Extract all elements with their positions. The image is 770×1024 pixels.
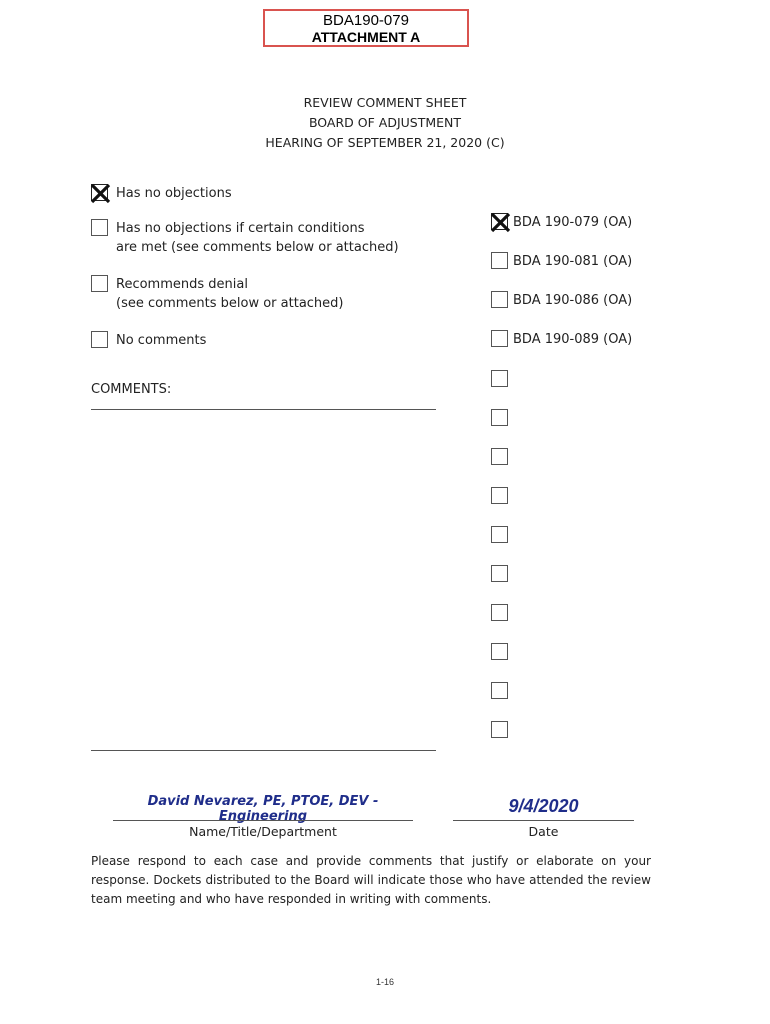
attachment-stamp <box>263 9 469 47</box>
date-rule <box>453 820 634 821</box>
option-label-denial-line1: Recommends denial <box>116 277 248 292</box>
case-checkbox[interactable] <box>491 487 508 504</box>
signature-date[interactable]: 9/4/2020 <box>508 796 579 816</box>
case-checkbox[interactable] <box>491 330 508 347</box>
page-number: 1-16 <box>375 977 394 987</box>
comments-bottom-rule <box>91 750 436 751</box>
case-checkbox[interactable] <box>491 604 508 621</box>
case-checkbox[interactable] <box>491 291 508 308</box>
x-mark-icon <box>89 182 112 205</box>
name-rule <box>113 820 413 821</box>
option-label-no-objections: Has no objections <box>116 186 232 201</box>
option-checkbox-conditions[interactable] <box>91 219 108 236</box>
sheet-title: REVIEW COMMENT SHEET <box>303 95 467 110</box>
option-label-conditions-line1: Has no objections if certain conditions <box>116 221 365 236</box>
case-label: BDA 190-089 (OA) <box>513 332 633 347</box>
comments-top-rule <box>91 409 436 410</box>
case-checkbox[interactable] <box>491 252 508 269</box>
x-mark-icon <box>489 211 512 234</box>
date-caption: Date <box>528 824 559 839</box>
case-checkbox[interactable] <box>491 213 508 230</box>
option-label-conditions-line2: are met (see comments below or attached) <box>116 240 399 255</box>
case-checkbox[interactable] <box>491 682 508 699</box>
option-label-no-comments: No comments <box>116 333 207 348</box>
attachment-label: ATTACHMENT A <box>311 29 421 45</box>
comments-label: COMMENTS: <box>91 382 172 397</box>
case-checkbox[interactable] <box>491 370 508 387</box>
case-label: BDA 190-086 (OA) <box>513 293 633 308</box>
option-checkbox-no-objections[interactable] <box>91 184 108 201</box>
case-list <box>491 213 691 753</box>
option-label-denial-line2: (see comments below or attached) <box>116 296 344 311</box>
hearing-date-title: HEARING OF SEPTEMBER 21, 2020 (C) <box>265 135 505 150</box>
case-checkbox[interactable] <box>491 721 508 738</box>
case-checkbox[interactable] <box>491 643 508 660</box>
case-label: BDA 190-079 (OA) <box>513 215 633 230</box>
case-number: BDA190-079 <box>323 12 409 29</box>
comments-area[interactable] <box>91 412 436 748</box>
option-checkbox-recommends-denial[interactable] <box>91 275 108 292</box>
case-checkbox[interactable] <box>491 409 508 426</box>
name-caption: Name/Title/Department <box>189 824 337 839</box>
signature-name[interactable]: David Nevarez, PE, PTOE, DEV - Engineering <box>147 794 379 824</box>
case-label: BDA 190-081 (OA) <box>513 254 633 269</box>
instructions-paragraph: Please respond to each case and provide comments that justify or elaborate on your response. Dockets distributed to the Board will indicate those who have attended the review team meeting and who have responded in writing with comments. <box>91 854 651 906</box>
option-checkbox-no-comments[interactable] <box>91 331 108 348</box>
board-title: BOARD OF ADJUSTMENT <box>308 115 462 130</box>
case-checkbox[interactable] <box>491 448 508 465</box>
case-checkbox[interactable] <box>491 526 508 543</box>
case-checkbox[interactable] <box>491 565 508 582</box>
